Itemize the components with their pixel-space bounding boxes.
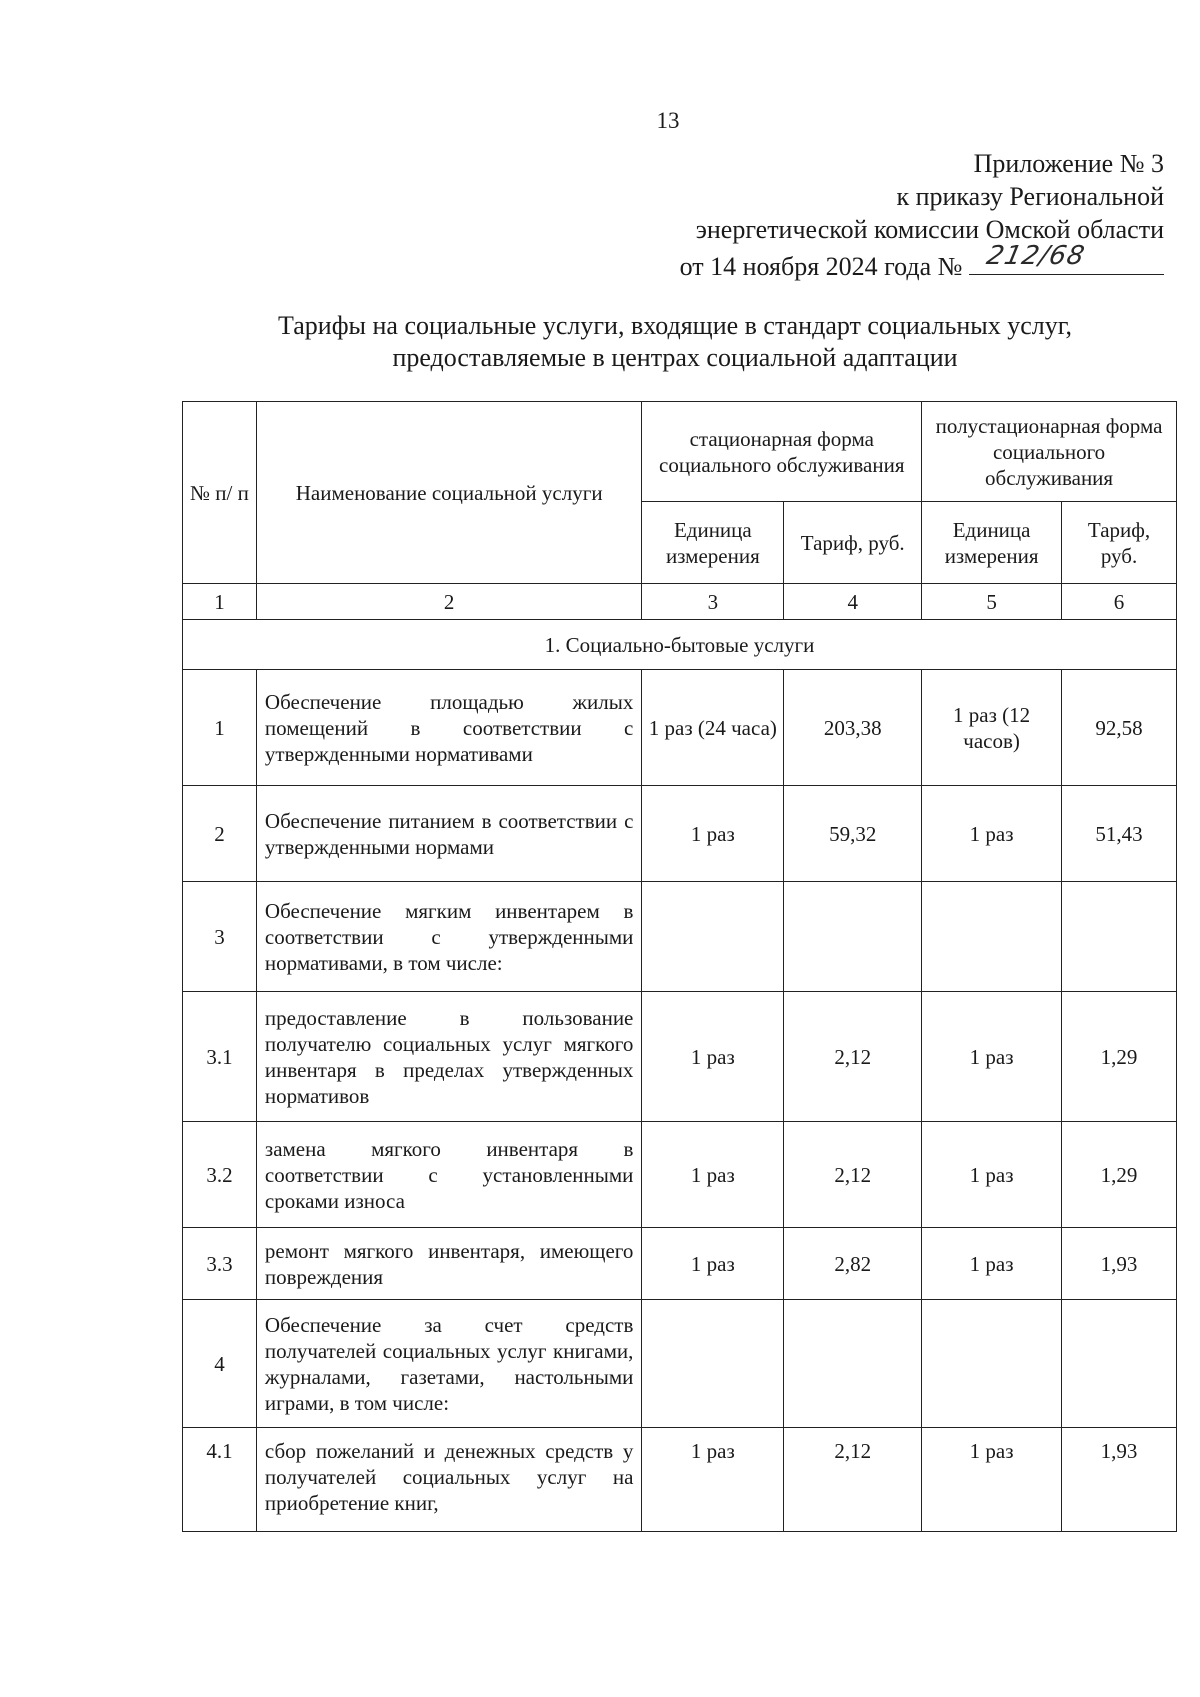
header-unit-semi: Единица измерения: [922, 502, 1062, 584]
row-unit-semi: 1 раз: [922, 1228, 1062, 1300]
row-unit-stationary: [642, 882, 784, 992]
row-tariff-semi: 1,29: [1062, 992, 1177, 1122]
row-unit-semi: 1 раз (12 часов): [922, 670, 1062, 786]
header-semi-stationary: полустационарная форма социального обслуживания: [922, 402, 1177, 502]
column-number: 6: [1062, 584, 1177, 620]
row-unit-stationary: 1 раз: [642, 1122, 784, 1228]
row-name: Обеспечение мягким инвентарем в соответствии с утвержденными нормативами, в том числе:: [256, 882, 641, 992]
row-name: ремонт мягкого инвентаря, имеющего повреждения: [256, 1228, 641, 1300]
row-num: 4: [183, 1300, 257, 1428]
table-row: [183, 1428, 1177, 1532]
row-unit-semi: 1 раз: [922, 1122, 1062, 1228]
row-num: 3.2: [183, 1122, 257, 1228]
row-name: Обеспечение площадью жилых помещений в соответствии с утвержденными нормативами: [256, 670, 641, 786]
column-number: 1: [183, 584, 257, 620]
row-tariff-semi: [1062, 882, 1177, 992]
column-number: 4: [784, 584, 922, 620]
table-row: [183, 882, 1177, 992]
title-line-2: предоставляемые в центрах социальной адаптации: [392, 343, 958, 372]
row-tariff-stationary: 203,38: [784, 670, 922, 786]
header-row-1: [183, 402, 1177, 502]
header-unit-stationary: Единица измерения: [642, 502, 784, 584]
row-num: 3.1: [183, 992, 257, 1122]
document-title: [200, 310, 1150, 374]
table-row: [183, 1300, 1177, 1428]
row-name: сбор пожеланий и денежных средств у получателей социальных услуг на приобретение книг,: [256, 1428, 641, 1532]
order-prefix: от 14 ноября 2024 года №: [679, 252, 963, 281]
row-num: 3.3: [183, 1228, 257, 1300]
order-number-field: [969, 241, 1164, 275]
section-row: [183, 620, 1177, 670]
header-num: № п/ п: [183, 402, 257, 584]
row-unit-stationary: [642, 1300, 784, 1428]
header-tariff-semi: Тариф, руб.: [1062, 502, 1177, 584]
appendix-line-3: энергетической комиссии Омской области: [695, 215, 1164, 244]
table-row: [183, 992, 1177, 1122]
row-tariff-semi: 51,43: [1062, 786, 1177, 882]
page-number: 13: [656, 108, 680, 133]
table-row: [183, 786, 1177, 882]
row-tariff-stationary: [784, 1300, 922, 1428]
row-unit-semi: [922, 1300, 1062, 1428]
row-name: Обеспечение питанием в соответствии с утвержденными нормами: [256, 786, 641, 882]
row-unit-stationary: 1 раз: [642, 1428, 784, 1532]
row-num: 3: [183, 882, 257, 992]
table-row: [183, 1122, 1177, 1228]
row-tariff-stationary: 2,12: [784, 1428, 922, 1532]
row-name: замена мягкого инвентаря в соответствии с установленными сроками износа: [256, 1122, 641, 1228]
row-tariff-semi: 92,58: [1062, 670, 1177, 786]
row-tariff-stationary: [784, 882, 922, 992]
appendix-header: [680, 147, 1164, 283]
row-unit-semi: [922, 882, 1062, 992]
title-line-1: Тарифы на социальные услуги, входящие в стандарт социальных услуг,: [278, 311, 1072, 340]
row-tariff-semi: 1,29: [1062, 1122, 1177, 1228]
row-unit-semi: 1 раз: [922, 1428, 1062, 1532]
row-unit-stationary: 1 раз: [642, 1228, 784, 1300]
tariffs-table: [182, 401, 1177, 1532]
row-tariff-stationary: 59,32: [784, 786, 922, 882]
row-num: 4.1: [183, 1428, 257, 1532]
table-row: [183, 670, 1177, 786]
row-tariff-stationary: 2,12: [784, 992, 922, 1122]
row-num: 1: [183, 670, 257, 786]
column-number: 3: [642, 584, 784, 620]
section-title: 1. Социально-бытовые услуги: [183, 620, 1177, 670]
appendix-line-1: Приложение № 3: [973, 149, 1164, 178]
order-line: [679, 241, 1164, 283]
column-number: 5: [922, 584, 1062, 620]
row-tariff-semi: 1,93: [1062, 1428, 1177, 1532]
row-unit-stationary: 1 раз: [642, 992, 784, 1122]
row-num: 2: [183, 786, 257, 882]
row-name: Обеспечение за счет средств получателей социальных услуг книгами, журналами, газетами, настольными играми, в том числе:: [256, 1300, 641, 1428]
header-stationary: стационарная форма социального обслуживания: [642, 402, 922, 502]
row-tariff-semi: 1,93: [1062, 1228, 1177, 1300]
column-number-row: [183, 584, 1177, 620]
column-number: 2: [256, 584, 641, 620]
row-name: предоставление в пользование получателю социальных услуг мягкого инвентаря в пределах утвержденных нормативов: [256, 992, 641, 1122]
row-tariff-semi: [1062, 1300, 1177, 1428]
row-unit-semi: 1 раз: [922, 786, 1062, 882]
row-tariff-stationary: 2,12: [784, 1122, 922, 1228]
table-row: [183, 1228, 1177, 1300]
appendix-line-2: к приказу Региональной: [896, 182, 1164, 211]
order-number: 212/68: [983, 241, 1088, 271]
row-unit-stationary: 1 раз: [642, 786, 784, 882]
row-tariff-stationary: 2,82: [784, 1228, 922, 1300]
row-unit-stationary: 1 раз (24 часа): [642, 670, 784, 786]
row-unit-semi: 1 раз: [922, 992, 1062, 1122]
header-name: Наименование социальной услуги: [256, 402, 641, 584]
header-tariff-stationary: Тариф, руб.: [784, 502, 922, 584]
